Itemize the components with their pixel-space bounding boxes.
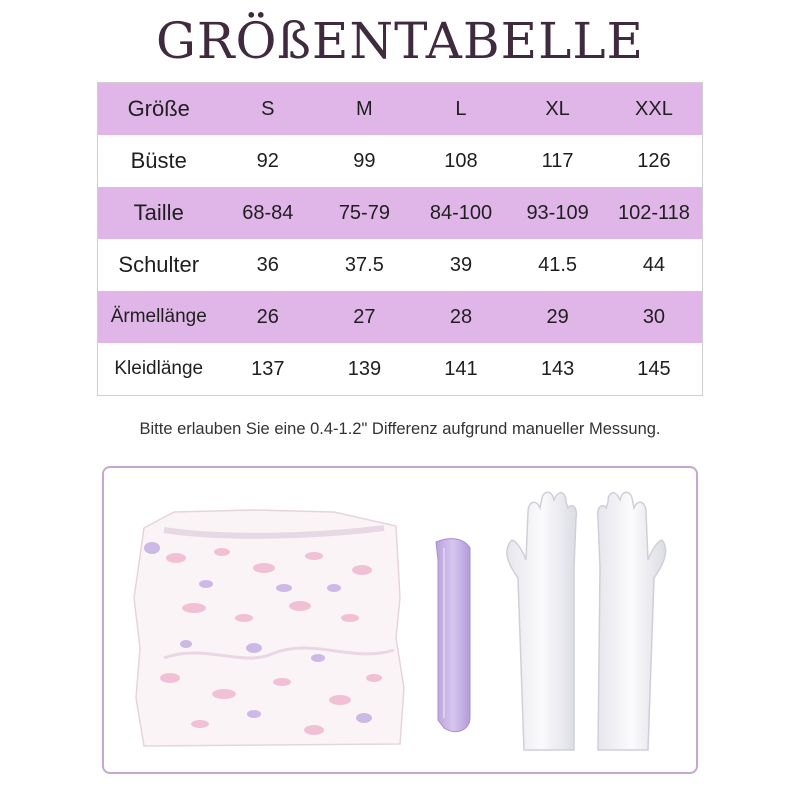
table-cell: 126 <box>637 149 671 172</box>
table-cell: 37.5 <box>344 253 384 276</box>
table-cell: 39 <box>449 253 473 276</box>
table-header-row <box>98 83 703 136</box>
table-row <box>98 135 703 187</box>
table-cell: 27 <box>353 305 376 328</box>
table-cell: 30 <box>642 305 666 328</box>
size-table <box>97 82 703 396</box>
table-cell: 108 <box>444 149 478 172</box>
product-photo-frame <box>102 466 698 774</box>
dress-icon <box>134 510 404 746</box>
table-cell: 102-118 <box>617 201 690 224</box>
sash-icon <box>436 539 470 732</box>
table-cell: 137 <box>251 357 285 380</box>
row-label-shoulder: Schulter <box>118 252 200 277</box>
table-cell: 117 <box>541 149 574 172</box>
table-row <box>98 343 703 396</box>
table-cell: 145 <box>637 357 671 380</box>
table-cell: 36 <box>256 253 279 276</box>
table-cell: 26 <box>256 305 279 328</box>
header-cell-s: S <box>261 97 275 120</box>
header-cell-xxl: XXL <box>635 97 673 120</box>
table-cell: 68-84 <box>242 201 294 224</box>
table-row <box>98 239 703 291</box>
row-label-dress-length: Kleidlänge <box>114 358 204 379</box>
table-cell: 141 <box>444 357 478 380</box>
table-cell: 75-79 <box>338 201 390 224</box>
header-cell-xl: XL <box>545 97 570 120</box>
measurement-note: Bitte erlauben Sie eine 0.4-1.2" Differenz aufgrund manueller Messung. <box>139 420 661 438</box>
row-label-bust: Büste <box>130 148 187 173</box>
row-label-waist: Taille <box>133 200 184 225</box>
gloves-icon <box>507 492 666 750</box>
table-cell: 93-109 <box>526 201 589 224</box>
row-label-sleeve-length: Ärmellänge <box>110 306 207 327</box>
header-cell-m: M <box>356 97 373 120</box>
table-cell: 44 <box>642 253 666 276</box>
table-cell: 92 <box>256 149 279 172</box>
table-cell: 84-100 <box>429 201 493 224</box>
table-cell: 28 <box>449 305 473 328</box>
page-title: GRÖßENTABELLE <box>155 12 645 70</box>
table-cell: 41.5 <box>538 253 578 276</box>
table-cell: 143 <box>540 357 575 380</box>
table-row <box>98 187 703 239</box>
table-cell: 139 <box>347 357 382 380</box>
table-cell: 29 <box>546 305 569 328</box>
table-cell: 99 <box>353 149 376 172</box>
product-photo <box>104 468 696 772</box>
header-cell-l: L <box>455 97 467 120</box>
header-cell-size: Größe <box>127 96 190 121</box>
table-row <box>98 291 703 343</box>
